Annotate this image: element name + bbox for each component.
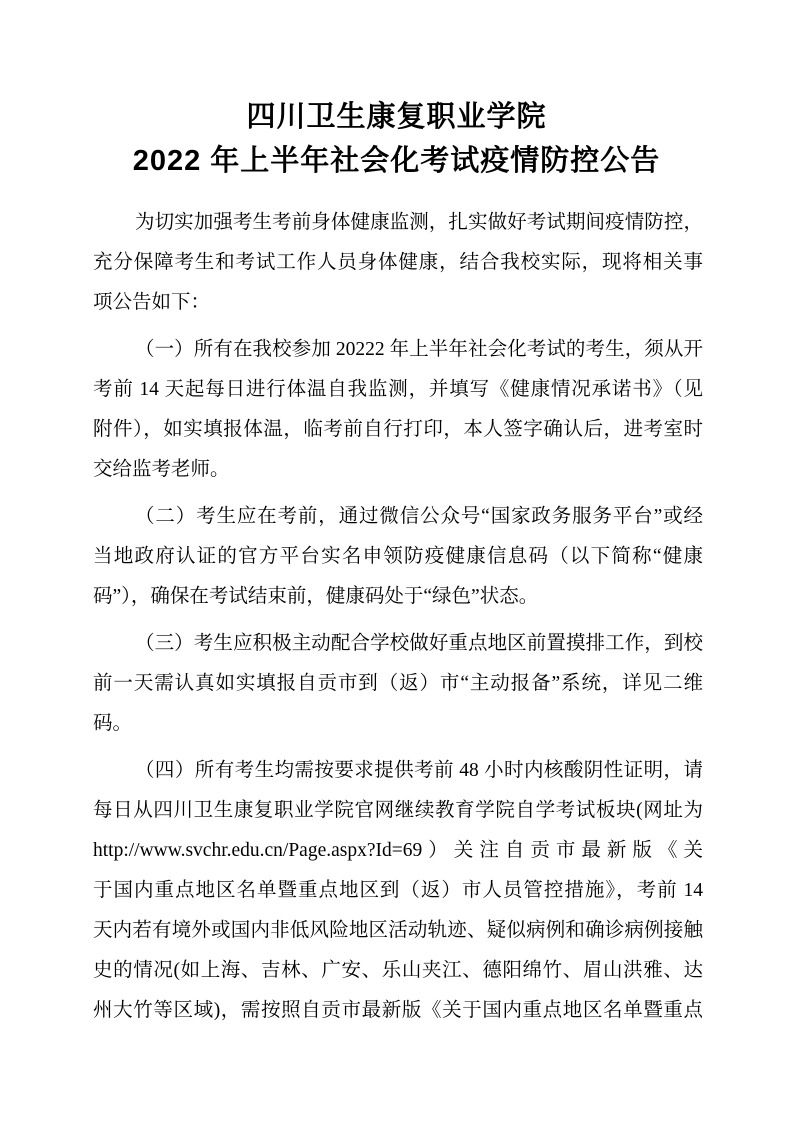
paragraph-item-2 — [93, 497, 703, 617]
document-title — [0, 95, 793, 183]
body-line: （一）所有在我校参加 20222 年上半年社会化考试的考生，须从开 — [135, 339, 703, 360]
paragraph-item-3 — [93, 624, 703, 744]
body-line: 当地政府认证的官方平台实名申领防疫健康信息码（以下简称“健康 — [93, 546, 703, 567]
body-line: 史的情况(如上海、吉林、广安、乐山夹江、德阳绵竹、眉山洪雅、达 — [93, 960, 703, 981]
body-line: 于国内重点地区名单暨重点地区到（返）市人员管控措施》，考前 14 — [93, 880, 703, 901]
body-line: （二）考生应在考前，通过微信公众号“国家政务服务平台”或经 — [135, 506, 703, 527]
body-line: 天内若有境外或国内非低风险地区活动轨迹、疑似病例和确诊病例接触 — [93, 920, 703, 941]
body-line: 考前 14 天起每日进行体温自我监测，并填写《健康情况承诺书》（见 — [93, 379, 703, 400]
body-line: 充分保障考生和考试工作人员身体健康，结合我校实际，现将相关事 — [93, 252, 703, 273]
body-line: 附件），如实填报体温，临考前自行打印，本人签字确认后，进考室时 — [93, 419, 703, 440]
paragraph-intro — [93, 203, 703, 323]
body-line: 前一天需认真如实填报自贡市到（返）市“主动报备”系统，详见二维 — [93, 673, 703, 694]
body-line: 每日从四川卫生康复职业学院官网继续教育学院自学考试板块(网址为 — [93, 800, 703, 821]
document-body — [93, 203, 703, 1031]
body-line: 为切实加强考生考前身体健康监测，扎实做好考试期间疫情防控， — [135, 212, 703, 233]
body-line: 码”），确保在考试结束前，健康码处于“绿色”状态。 — [93, 586, 539, 607]
body-line: 项公告如下： — [93, 292, 211, 313]
title-line-1: 四川卫生康复职业学院 — [246, 101, 547, 133]
body-line url-line: http://www.svchr.edu.cn/Page.aspx?Id=69）关注自贡市最新版《关 — [93, 840, 703, 861]
body-line: 交给监考老师。 — [93, 459, 230, 480]
title-line-2: 2022 年上半年社会化考试疫情防控公告 — [132, 145, 661, 177]
body-line: 码。 — [93, 713, 133, 734]
paragraph-item-4 — [93, 751, 703, 1031]
body-line: （三）考生应积极主动配合学校做好重点地区前置摸排工作，到校 — [135, 633, 703, 654]
paragraph-item-1 — [93, 330, 703, 490]
body-line: （四）所有考生均需按要求提供考前 48 小时内核酸阴性证明，请 — [135, 760, 703, 781]
body-line: 州大竹等区域)，需按照自贡市最新版《关于国内重点地区名单暨重点 — [93, 1000, 703, 1021]
